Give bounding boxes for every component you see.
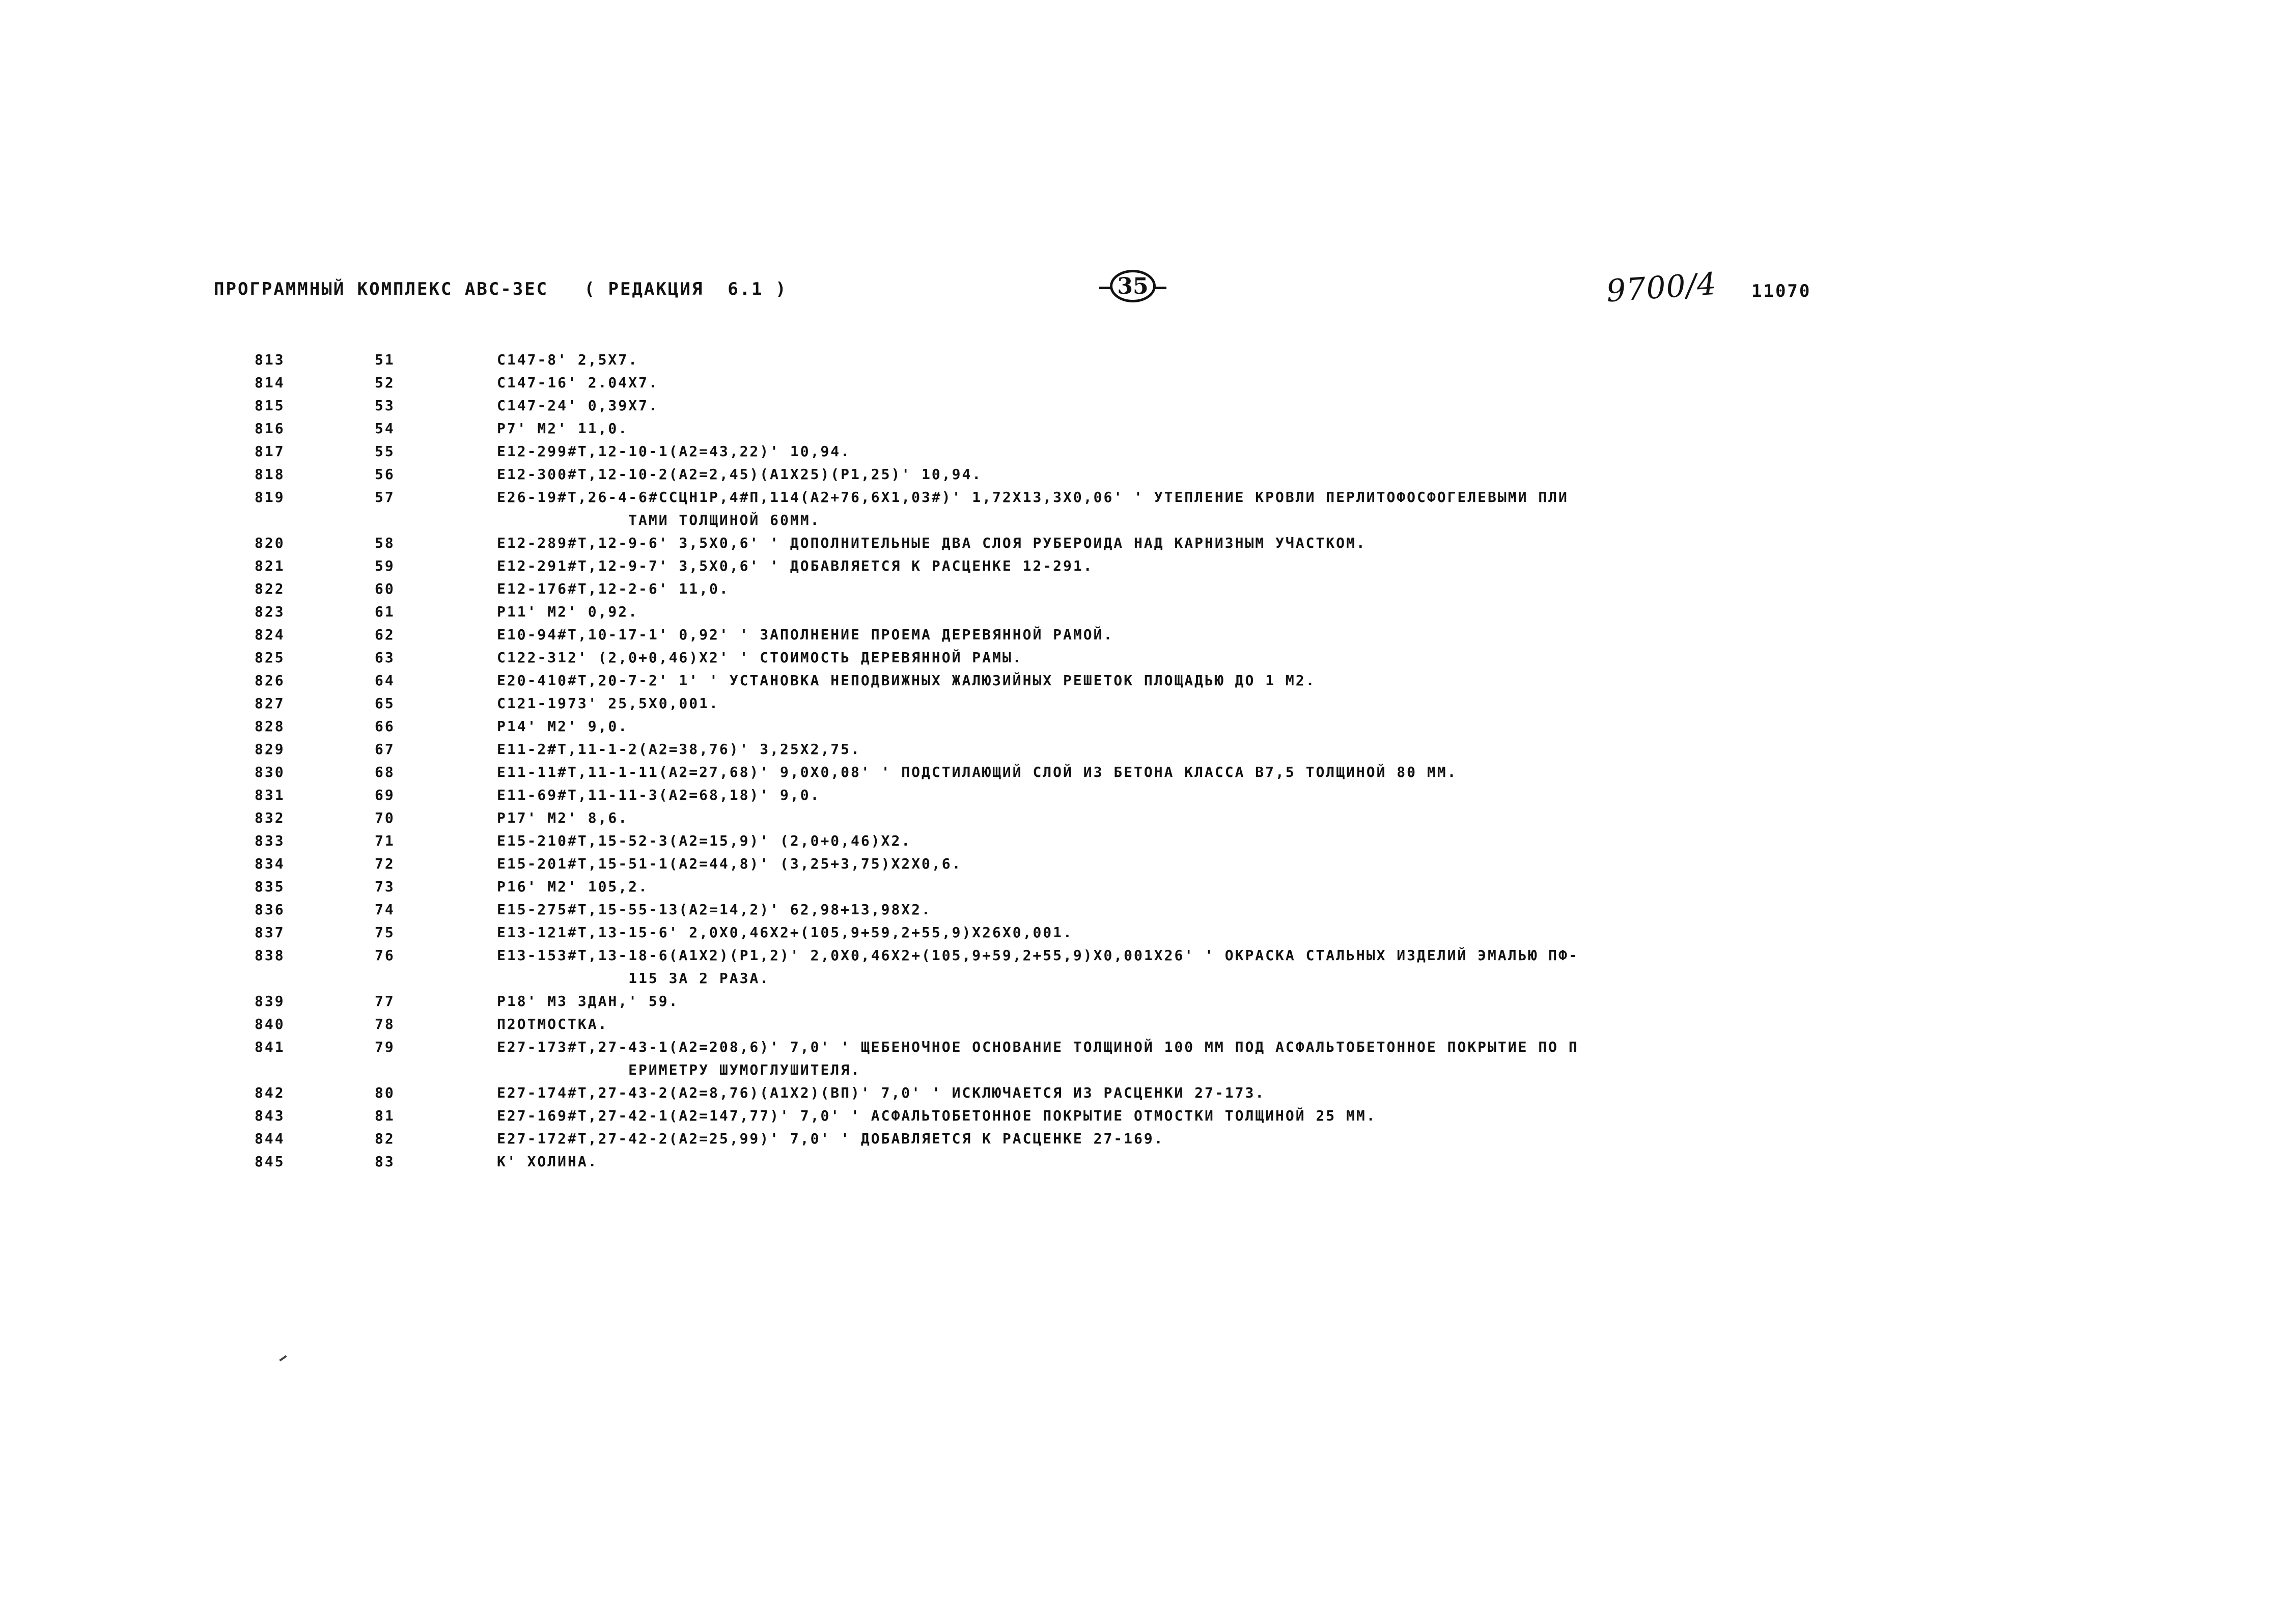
statement-number: 67 bbox=[375, 741, 395, 758]
doc-number: 11070 bbox=[1751, 281, 1812, 301]
listing-row bbox=[255, 554, 2067, 577]
line-sequence-number: 813 bbox=[255, 351, 285, 368]
statement-number: 80 bbox=[375, 1084, 395, 1101]
statement-number: 64 bbox=[375, 672, 395, 689]
line-sequence-number: 826 bbox=[255, 672, 285, 689]
statement-text: С121-1973' 25,5Х0,001. bbox=[497, 695, 719, 712]
listing-row bbox=[255, 829, 2067, 852]
statement-number: 69 bbox=[375, 787, 395, 803]
line-sequence-number: 830 bbox=[255, 764, 285, 780]
statement-text: Е12-176#Т,12-2-6' 11,0. bbox=[497, 580, 730, 597]
statement-number: 53 bbox=[375, 397, 395, 414]
line-sequence-number: 844 bbox=[255, 1130, 285, 1147]
line-sequence-number: 825 bbox=[255, 649, 285, 666]
page-number-stamp: 35 bbox=[1110, 270, 1156, 302]
statement-number: 73 bbox=[375, 878, 395, 895]
line-sequence-number: 814 bbox=[255, 374, 285, 391]
statement-number: 78 bbox=[375, 1016, 395, 1032]
line-sequence-number: 835 bbox=[255, 878, 285, 895]
statement-number: 54 bbox=[375, 420, 395, 437]
statement-text: Е20-410#Т,20-7-2' 1' ' УСТАНОВКА НЕПОДВИЖНЫХ ЖАЛЮЗИЙНЫХ РЕШЕТОК ПЛОЩАДЬЮ ДО 1 М2. bbox=[497, 672, 1316, 689]
line-sequence-number: 816 bbox=[255, 420, 285, 437]
statement-text: Е15-201#Т,15-51-1(А2=44,8)' (3,25+3,75)Х2Х0,6. bbox=[497, 855, 962, 872]
listing-row bbox=[255, 394, 2067, 417]
listing-row bbox=[255, 783, 2067, 806]
statement-text: П2ОТМОСТКА. bbox=[497, 1016, 608, 1032]
statement-text: Е11-69#Т,11-11-3(А2=68,18)' 9,0. bbox=[497, 787, 821, 803]
statement-text: С147-8' 2,5Х7. bbox=[497, 351, 639, 368]
line-sequence-number: 831 bbox=[255, 787, 285, 803]
listing-row bbox=[255, 577, 2067, 600]
statement-text: Р7' М2' 11,0. bbox=[497, 420, 629, 437]
listing-row bbox=[255, 715, 2067, 738]
statement-text: Е12-300#Т,12-10-2(А2=2,45)(А1Х25)(Р1,25)' 10,94. bbox=[497, 466, 983, 483]
line-sequence-number: 836 bbox=[255, 901, 285, 918]
statement-text: С122-312' (2,0+0,46)Х2' ' СТОИМОСТЬ ДЕРЕВЯННОЙ РАМЫ. bbox=[497, 649, 1023, 666]
statement-text: Е12-291#Т,12-9-7' 3,5Х0,6' ' ДОБАВЛЯЕТСЯ К РАСЦЕНКЕ 12-291. bbox=[497, 557, 1094, 574]
statement-text: Р18' М3 ЗДАН,' 59. bbox=[497, 993, 679, 1010]
listing-row bbox=[255, 1104, 2067, 1127]
statement-text: Р17' М2' 8,6. bbox=[497, 809, 629, 826]
line-sequence-number: 817 bbox=[255, 443, 285, 460]
statement-number: 70 bbox=[375, 809, 395, 826]
line-sequence-number: 824 bbox=[255, 626, 285, 643]
listing-row bbox=[255, 692, 2067, 715]
statement-number: 75 bbox=[375, 924, 395, 941]
statement-number: 56 bbox=[375, 466, 395, 483]
line-sequence-number: 843 bbox=[255, 1107, 285, 1124]
statement-number: 71 bbox=[375, 832, 395, 849]
listing-row bbox=[255, 440, 2067, 463]
statement-text: Е27-172#Т,27-42-2(А2=25,99)' 7,0' ' ДОБАВЛЯЕТСЯ К РАСЦЕНКЕ 27-169. bbox=[497, 1130, 1164, 1147]
listing-row bbox=[255, 463, 2067, 486]
line-sequence-number: 833 bbox=[255, 832, 285, 849]
listing-row bbox=[255, 990, 2067, 1013]
program-title: ПРОГРАММНЫЙ КОМПЛЕКС АВС-ЗЕС ( РЕДАКЦИЯ 6.1 ) bbox=[214, 279, 788, 299]
listing-row bbox=[255, 623, 2067, 646]
statement-text: Е13-121#Т,13-15-6' 2,0Х0,46Х2+(105,9+59,2+55,9)Х26Х0,001. bbox=[497, 924, 1073, 941]
statement-text: Е12-299#Т,12-10-1(А2=43,22)' 10,94. bbox=[497, 443, 851, 460]
statement-number: 58 bbox=[375, 535, 395, 551]
line-sequence-number: 828 bbox=[255, 718, 285, 735]
listing-row bbox=[255, 1013, 2067, 1035]
statement-text: Е27-174#Т,27-43-2(А2=8,76)(А1Х2)(ВП)' 7,0' ' ИСКЛЮЧАЕТСЯ ИЗ РАСЦЕНКИ 27-173. bbox=[497, 1084, 1266, 1101]
statement-text: Е11-2#Т,11-1-2(А2=38,76)' 3,25Х2,75. bbox=[497, 741, 861, 758]
listing-row bbox=[255, 944, 2067, 990]
listing-row bbox=[255, 875, 2067, 898]
listing-row bbox=[255, 806, 2067, 829]
statement-number: 66 bbox=[375, 718, 395, 735]
listing-row bbox=[255, 486, 2067, 531]
listing-row bbox=[255, 600, 2067, 623]
statement-text: Е27-173#Т,27-43-1(А2=208,6)' 7,0' ' ЩЕБЕНОЧНОЕ ОСНОВАНИЕ ТОЛЩИНОЙ 100 ММ ПОД АСФАЛЬТОБЕТОННОЕ ПОКРЫТИЕ ПО П ЕРИМЕТРУ ШУМОГЛУШИТЕЛЯ. bbox=[497, 1039, 1579, 1078]
statement-number: 65 bbox=[375, 695, 395, 712]
line-sequence-number: 840 bbox=[255, 1016, 285, 1032]
estimate-listing bbox=[255, 348, 2067, 1173]
line-sequence-number: 820 bbox=[255, 535, 285, 551]
line-sequence-number: 827 bbox=[255, 695, 285, 712]
statement-number: 51 bbox=[375, 351, 395, 368]
listing-row bbox=[255, 1035, 2067, 1081]
statement-number: 79 bbox=[375, 1039, 395, 1055]
listing-row bbox=[255, 669, 2067, 692]
line-sequence-number: 815 bbox=[255, 397, 285, 414]
listing-row bbox=[255, 531, 2067, 554]
statement-number: 82 bbox=[375, 1130, 395, 1147]
page-header bbox=[214, 266, 2098, 310]
statement-number: 60 bbox=[375, 580, 395, 597]
line-sequence-number: 818 bbox=[255, 466, 285, 483]
statement-text: С147-16' 2.04Х7. bbox=[497, 374, 659, 391]
statement-text: С147-24' 0,39Х7. bbox=[497, 397, 659, 414]
listing-row bbox=[255, 921, 2067, 944]
stray-mark bbox=[279, 1355, 287, 1361]
statement-text: Е27-169#Т,27-42-1(А2=147,77)' 7,0' ' АСФАЛЬТОБЕТОННОЕ ПОКРЫТИЕ ОТМОСТКИ ТОЛЩИНОЙ 25 ММ. bbox=[497, 1107, 1377, 1124]
listing-row bbox=[255, 417, 2067, 440]
statement-text: Е15-210#Т,15-52-3(А2=15,9)' (2,0+0,46)Х2. bbox=[497, 832, 912, 849]
listing-row bbox=[255, 1081, 2067, 1104]
statement-number: 77 bbox=[375, 993, 395, 1010]
statement-number: 57 bbox=[375, 489, 395, 506]
statement-number: 68 bbox=[375, 764, 395, 780]
statement-number: 81 bbox=[375, 1107, 395, 1124]
listing-row bbox=[255, 898, 2067, 921]
line-sequence-number: 834 bbox=[255, 855, 285, 872]
listing-row bbox=[255, 1127, 2067, 1150]
statement-number: 74 bbox=[375, 901, 395, 918]
statement-number: 59 bbox=[375, 557, 395, 574]
statement-number: 55 bbox=[375, 443, 395, 460]
statement-number: 52 bbox=[375, 374, 395, 391]
statement-text: К' ХОЛИНА. bbox=[497, 1153, 598, 1170]
line-sequence-number: 845 bbox=[255, 1153, 285, 1170]
listing-row bbox=[255, 348, 2067, 371]
line-sequence-number: 842 bbox=[255, 1084, 285, 1101]
line-sequence-number: 829 bbox=[255, 741, 285, 758]
statement-number: 63 bbox=[375, 649, 395, 666]
line-sequence-number: 838 bbox=[255, 947, 285, 964]
line-sequence-number: 821 bbox=[255, 557, 285, 574]
statement-text: Е12-289#Т,12-9-6' 3,5Х0,6' ' ДОПОЛНИТЕЛЬНЫЕ ДВА СЛОЯ РУБЕРОИДА НАД КАРНИЗНЫМ УЧАСТКОМ. bbox=[497, 535, 1367, 551]
line-sequence-number: 841 bbox=[255, 1039, 285, 1055]
statement-text: Е10-94#Т,10-17-1' 0,92' ' ЗАПОЛНЕНИЕ ПРОЕМА ДЕРЕВЯННОЙ РАМОЙ. bbox=[497, 626, 1114, 643]
statement-number: 62 bbox=[375, 626, 395, 643]
statement-number: 83 bbox=[375, 1153, 395, 1170]
line-sequence-number: 832 bbox=[255, 809, 285, 826]
line-sequence-number: 823 bbox=[255, 603, 285, 620]
statement-text: Р16' М2' 105,2. bbox=[497, 878, 649, 895]
listing-row bbox=[255, 852, 2067, 875]
statement-number: 76 bbox=[375, 947, 395, 964]
statement-text: Е26-19#Т,26-4-6#ССЦН1Р,4#П,114(А2+76,6Х1,03#)' 1,72Х13,3Х0,06' ' УТЕПЛЕНИЕ КРОВЛИ ПЕРЛИТОФОСФОГЕЛЕВЫМИ ПЛИ ТАМИ ТОЛЩИНОЙ 60ММ. bbox=[497, 489, 1569, 528]
statement-text: Р11' М2' 0,92. bbox=[497, 603, 639, 620]
listing-row bbox=[255, 1150, 2067, 1173]
listing-row bbox=[255, 646, 2067, 669]
statement-text: Е13-153#Т,13-18-6(А1Х2)(Р1,2)' 2,0Х0,46Х2+(105,9+59,2+55,9)Х0,001Х26' ' ОКРАСКА СТАЛЬНЫХ ИЗДЕЛИЙ ЭМАЛЬЮ ПФ- 115 ЗА 2 РАЗА. bbox=[497, 947, 1579, 987]
statement-number: 72 bbox=[375, 855, 395, 872]
line-sequence-number: 837 bbox=[255, 924, 285, 941]
line-sequence-number: 839 bbox=[255, 993, 285, 1010]
statement-text: Е15-275#Т,15-55-13(А2=14,2)' 62,98+13,98Х2. bbox=[497, 901, 932, 918]
handwritten-doc-code: 9700/4 bbox=[1605, 266, 1718, 310]
statement-text: Р14' М2' 9,0. bbox=[497, 718, 629, 735]
listing-row bbox=[255, 371, 2067, 394]
line-sequence-number: 819 bbox=[255, 489, 285, 506]
statement-text: Е11-11#Т,11-1-11(А2=27,68)' 9,0Х0,08' ' ПОДСТИЛАЮЩИЙ СЛОЙ ИЗ БЕТОНА КЛАССА В7,5 ТОЛЩИНОЙ 80 ММ. bbox=[497, 764, 1458, 780]
listing-row bbox=[255, 738, 2067, 761]
listing-row bbox=[255, 761, 2067, 783]
statement-number: 61 bbox=[375, 603, 395, 620]
line-sequence-number: 822 bbox=[255, 580, 285, 597]
